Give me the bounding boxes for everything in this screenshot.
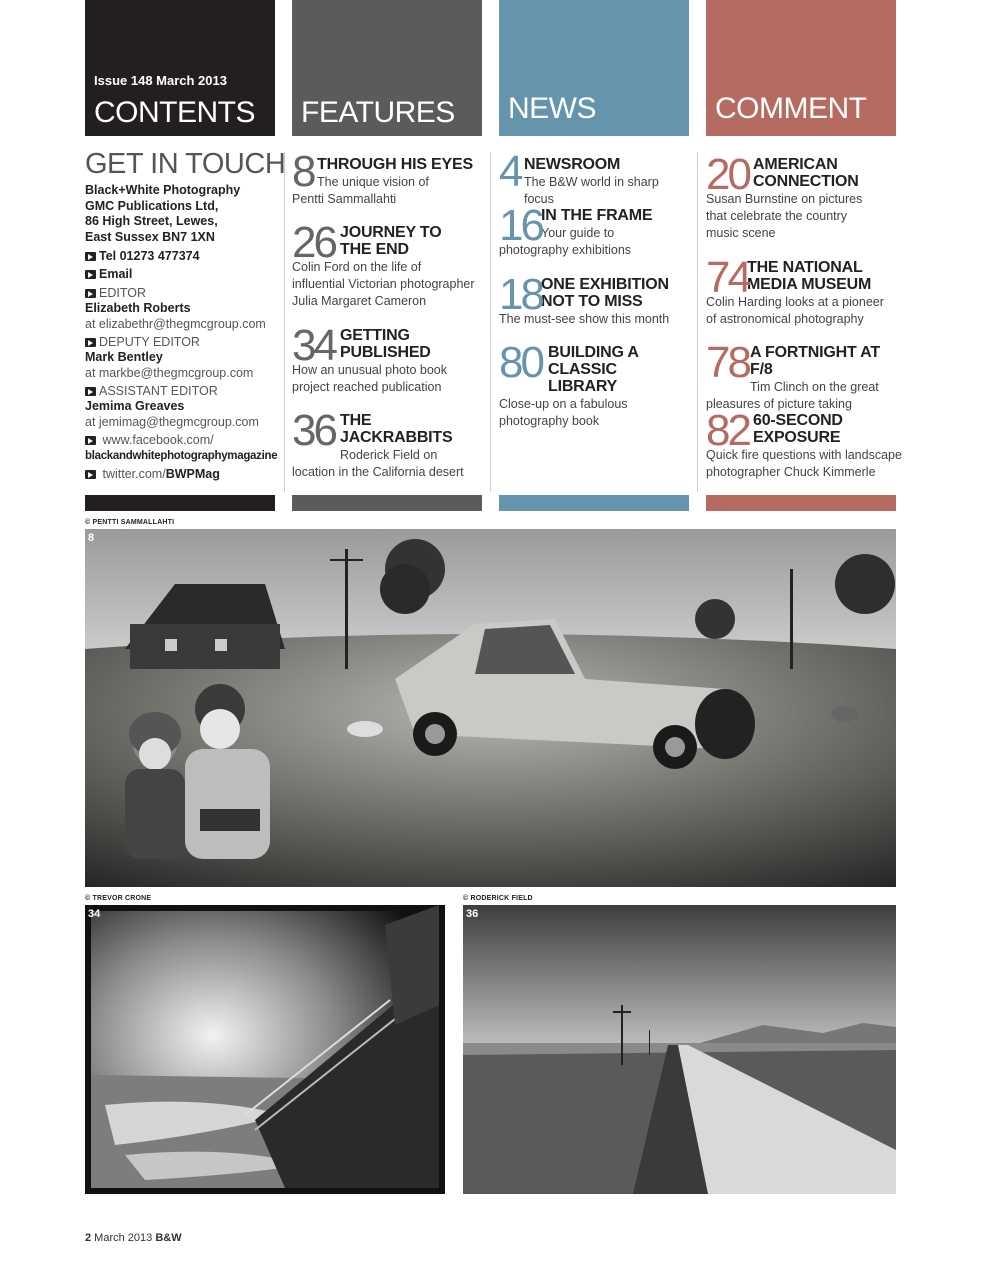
comment-title: A FORTNIGHT AT F/8 (750, 344, 880, 378)
feature-desc: Julia Margaret Cameron (292, 294, 427, 308)
feature-title: GETTING (340, 327, 410, 344)
page-number: 74 (706, 253, 749, 302)
editor-role (85, 285, 146, 301)
feature-title: THE JACKRABBITS (340, 412, 453, 446)
address-line: GMC Publications Ltd, (85, 198, 219, 213)
news-entry[interactable] (499, 270, 689, 328)
comment-bar (706, 495, 896, 511)
page-number: 78 (706, 338, 749, 387)
arrow-icon (85, 470, 96, 479)
comment-title: AMERICAN (753, 156, 838, 173)
feature-title: JOURNEY TO (340, 224, 442, 241)
assistant-role-text: ASSISTANT EDITOR (99, 384, 218, 398)
news-desc: photography book (499, 414, 600, 428)
russian-village-photo (85, 529, 896, 887)
comment-entry[interactable] (706, 253, 896, 328)
beach-stairs-image (85, 905, 445, 1194)
photo-page-number: 36 (466, 908, 479, 920)
comment-desc: photographer Chuck Kimmerle (706, 465, 876, 479)
comment-desc: Colin Harding looks at a pioneer (706, 295, 884, 309)
feature-desc: project reached publication (292, 380, 442, 394)
twitter-prefix: twitter.com/ (102, 467, 166, 481)
feature-desc: Colin Ford on the life of (292, 260, 422, 274)
comment-title: EXPOSURE (753, 429, 841, 446)
page-footer (85, 1232, 182, 1244)
comment-desc: that celebrate the country (706, 209, 848, 223)
page-number: 34 (292, 321, 335, 370)
news-title: NOT TO MISS (541, 293, 643, 310)
tab-comment-label: COMMENT (715, 92, 867, 125)
tab-news-label: NEWS (508, 92, 596, 125)
deputy-role (85, 334, 200, 350)
feature-desc: How an unusual photo book (292, 363, 447, 377)
main-photo[interactable] (85, 529, 896, 887)
feature-entry[interactable] (292, 218, 482, 310)
page-number: 8 (292, 147, 314, 196)
feature-title: PUBLISHED (340, 344, 431, 361)
address-line: East Sussex BN7 1XN (85, 229, 215, 244)
features-bar (292, 495, 482, 511)
tel-text: Tel 01273 477374 (99, 249, 200, 263)
news-desc: photography exhibitions (499, 243, 632, 257)
page-number: 20 (706, 150, 749, 199)
tab-news (499, 0, 689, 136)
comment-entry[interactable] (706, 338, 896, 413)
facebook-link[interactable] (85, 432, 214, 448)
feature-desc: Roderick Field on (340, 448, 438, 462)
contents-bar (85, 495, 275, 511)
editor-role-text: EDITOR (99, 286, 146, 300)
feature-entry[interactable] (292, 147, 482, 208)
feature-desc: The unique vision of (317, 175, 429, 189)
photo-page-number: 8 (88, 532, 95, 544)
tab-contents-label: CONTENTS (94, 96, 255, 129)
news-desc: The B&W world in sharp focus (524, 175, 659, 206)
news-title: CLASSIC LIBRARY (548, 361, 618, 395)
news-title: NEWSROOM (524, 156, 621, 173)
facebook-url-1: www.facebook.com/ (102, 433, 214, 447)
contact-address (85, 183, 240, 245)
feature-title: THROUGH HIS EYES (317, 156, 473, 173)
assistant-role (85, 383, 218, 399)
photo-page-number: 34 (88, 908, 101, 920)
deputy-email[interactable]: at markbe@thegmcgroup.com (85, 366, 254, 380)
photo-credit: © RODERICK FIELD (463, 895, 533, 902)
tab-features (292, 0, 482, 136)
news-desc: Your guide to (541, 226, 615, 240)
page-number: 16 (499, 201, 542, 250)
desert-road-photo[interactable] (463, 905, 896, 1194)
comment-desc: Tim Clinch on the great (750, 380, 879, 394)
page-number: 4 (499, 147, 521, 196)
arrow-icon (85, 289, 96, 298)
feature-desc: Pentti Sammallahti (292, 192, 397, 206)
news-entry[interactable] (499, 338, 689, 430)
deputy-role-text: DEPUTY EDITOR (99, 335, 200, 349)
arrow-icon (85, 387, 96, 396)
tab-features-label: FEATURES (301, 96, 455, 129)
twitter-link[interactable] (85, 466, 220, 482)
address-line: Black+White Photography (85, 183, 241, 197)
deputy-name: Mark Bentley (85, 350, 163, 364)
desert-road-image (463, 905, 896, 1194)
news-desc: The must-see show this month (499, 312, 670, 326)
editor-name: Elizabeth Roberts (85, 301, 191, 315)
beach-stairs-photo[interactable] (85, 905, 445, 1194)
news-entry[interactable] (499, 201, 689, 259)
feature-desc: influential Victorian photographer (292, 277, 475, 291)
feature-entry[interactable] (292, 321, 482, 396)
twitter-handle: BWPMag (165, 467, 220, 481)
tab-comment (706, 0, 896, 136)
feature-desc: location in the California desert (292, 465, 464, 479)
arrow-icon (85, 270, 96, 279)
arrow-icon (85, 252, 96, 261)
arrow-icon (85, 436, 96, 445)
footer-brand: B&W (155, 1232, 182, 1244)
comment-entry[interactable] (706, 406, 902, 481)
footer-page-number: 2 (85, 1232, 92, 1244)
news-title: ONE EXHIBITION (541, 276, 669, 293)
assistant-email[interactable]: at jemimag@thegmcgroup.com (85, 415, 259, 429)
comment-desc: pleasures of picture taking (706, 397, 852, 411)
comment-desc: Susan Burnstine on pictures (706, 192, 863, 206)
footer-date: March 2013 (91, 1232, 156, 1244)
comment-title: 60-SECOND (753, 412, 843, 429)
news-title: IN THE FRAME (541, 207, 653, 224)
column-divider (490, 152, 491, 492)
address-line: 86 High Street, Lewes, (85, 214, 218, 228)
page-number: 80 (499, 338, 542, 387)
comment-title: MEDIA MUSEUM (747, 276, 872, 293)
feature-entry[interactable] (292, 406, 482, 481)
photo-credit: © TREVOR CRONE (85, 895, 152, 902)
contact-email[interactable] (85, 266, 132, 282)
photo-credit: © PENTTI SAMMALLAHTI (85, 519, 175, 526)
comment-entry[interactable] (706, 150, 896, 242)
comment-desc: of astronomical photography (706, 312, 864, 326)
page-number: 82 (706, 406, 749, 455)
comment-desc: music scene (706, 226, 776, 240)
assistant-name: Jemima Greaves (85, 399, 185, 413)
news-bar (499, 495, 689, 511)
news-title: BUILDING A (548, 344, 639, 361)
tab-contents (85, 0, 275, 136)
email-text: Email (99, 267, 133, 281)
comment-desc: Quick fire questions with landscape (706, 448, 902, 462)
column-divider (284, 152, 285, 492)
editor-email[interactable]: at elizabethr@thegmcgroup.com (85, 317, 266, 331)
page-number: 26 (292, 218, 335, 267)
news-desc: Close-up on a fabulous (499, 397, 628, 411)
facebook-url-2[interactable]: blackandwhitephotographymagazine (85, 450, 278, 462)
arrow-icon (85, 338, 96, 347)
issue-label: Issue 148 March 2013 (94, 73, 227, 88)
page-number: 36 (292, 406, 335, 455)
comment-title: CONNECTION (753, 173, 859, 190)
column-divider (697, 152, 698, 492)
feature-title: THE END (340, 241, 409, 258)
contact-tel[interactable] (85, 248, 200, 264)
page-number: 18 (499, 270, 542, 319)
get-in-touch-title: GET IN TOUCH (85, 148, 286, 180)
comment-title: THE NATIONAL (747, 259, 863, 276)
